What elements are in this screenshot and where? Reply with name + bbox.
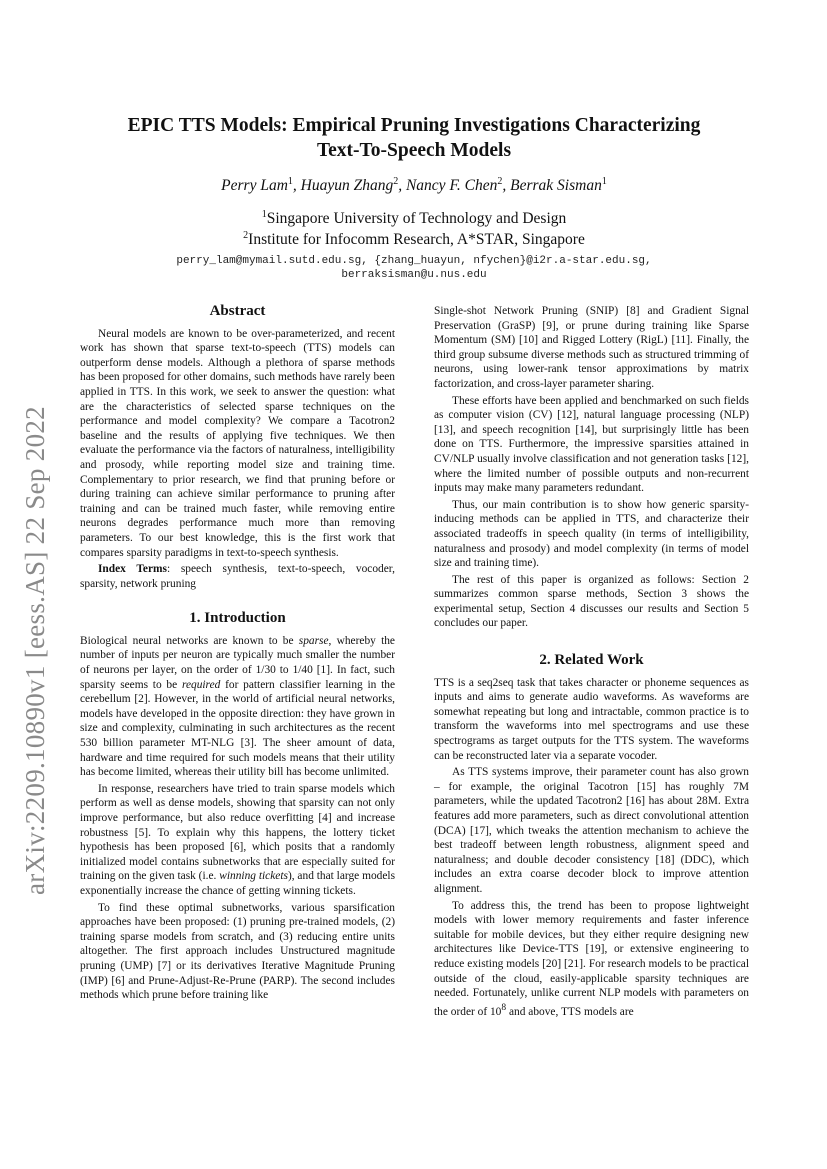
right-column: [434, 304, 749, 1021]
paper-title: [88, 113, 740, 163]
emphasis: winning tickets: [219, 870, 288, 883]
title-line-1: EPIC TTS Models: Empirical Pruning Investigations Characterizing: [127, 115, 701, 136]
intro-paragraph-5: Thus, our main contribution is to show how generic sparsity-inducing methods can be applied in TTS, and characterize their associated tradeoffs in speech quality (in terms of intelligibility, naturalness and prosody) and model complexity (in terms of model size and training time).: [434, 498, 749, 570]
title-line-2: Text-To-Speech Models: [316, 140, 512, 161]
text-run: In response, researchers have tried to train sparse models which perform as well as dense models, showing that sparsity can not only improve performance, but also reduce overfitting [4] and increase robustness [5]. To explain why this happens, the lottery ticket hypothesis has been proposed [6], which posits that a randomly initialized model contains subnetworks that are especially suited for training on the given task (i.e.: [80, 782, 395, 883]
text-run: Biological neural networks are known to be: [80, 634, 299, 647]
author-affiliation-mark: 1: [601, 176, 607, 187]
related-work-heading: 2. Related Work: [539, 652, 644, 669]
affiliation-mark: 1: [261, 209, 267, 220]
abstract-text: Neural models are known to be over-parameterized, and recent work has shown that sparse text-to-speech (TTS) models can outperform dense models. Although a plethora of sparse methods has been proposed for other domains, such methods have rarely been applied in TTS. In this work, we seek to answer the question: what are the characteristics of selected sparse techniques on the performance and model complexity? We compare a Tacotron2 baseline and the results of applying five techniques. We then evaluate the performance via the factors of naturalness, intelligibility and prosody, while reporting model size and training time. Complementary to prior research, we find that pruning before or during training can achieve similar performance to pruning after training and can be trained much faster, while removing entire neurons degrades performance much more than removing parameters. To our best knowledge, this is the first work that compares sparsity paradigms in text-to-speech synthesis.: [80, 327, 395, 559]
affiliation-1: [88, 209, 740, 228]
intro-paragraph-4: These efforts have been applied and benchmarked on such fields as computer vision (CV) [12], natural language processing (NLP) [13], and speech recognition [14], but surprisingly little has been done on TTS. Furthermore, the impressive sparsities attained in CV/NLP usually involve classification and not generation tasks [12], where the limited number of possible outputs and non-recurrent inputs may make many parameters redundant.: [434, 394, 749, 495]
author-name: Nancy F. Chen: [405, 177, 498, 195]
related-paragraph-1: TTS is a seq2seq task that takes character or phoneme sequences as inputs and aims to generate audio waveforms. As waveforms are somewhat repeating but long and intractable, common practice is to transform the waveforms into mel spectrograms and use these spectrograms as target outputs for the TTS system. The waveforms can be reconstructed later via a separate vocoder.: [434, 676, 749, 762]
text-run: , whereby the number of inputs per neuron are typically much smaller the number of neurons per layer, on the order of 1/30 to 1/40 [1]. In fact, such sparsity seems to be: [80, 634, 395, 691]
text-run: ), and that large models exponentially increase the chance of getting winning tickets.: [80, 870, 396, 897]
left-column: [80, 304, 395, 1005]
author-name: Berrak Sisman: [510, 177, 602, 195]
intro-continued-paragraph: Single-shot Network Pruning (SNIP) [8] and Gradient Signal Preservation (GraSP) [9], or prune during training like Sparse Momentum (SM) [10] and Rigged Lottery (RigL) [11]. Finally, the third group subsume diverse methods such as structured trimming of neurons, using lower-rank tensor approximations by matrix factorization, and cross-layer parameter sharing.: [434, 305, 749, 390]
related-paragraph-2: As TTS systems improve, their parameter count has also grown – for example, the original Tacotron [15] has roughly 7M parameters, while the updated Tacotron2 [16] has about 28M. Extra features add more parameters, such as direct convolutional attention (DCA) [17], which tweaks the attention mechanism to achieve the best tradeoff between length robustness, alignment speed and naturalness; and double decoder consistency [18] (DDC), which includes an extra coarse decoder block to improve attention alignment.: [434, 766, 749, 895]
affiliation-2: [88, 230, 740, 249]
intro-paragraph-3: To find these optimal subnetworks, various sparsification approaches have been proposed: (1) pruning pre-trained models, (2) training sparse models from scratch, and (3) reducing entire units altogether. The first approach includes Unstructured magnitude pruning (UMP) [7] or its derivatives Iterative Magnitude Pruning (IMP) [6] and Prune-Adjust-Re-Prune (PARP). The second includes methods which prune before training like: [80, 901, 395, 1002]
intro-heading: 1. Introduction: [189, 610, 286, 627]
emphasis: required: [181, 678, 221, 691]
intro-paragraph-1: [80, 634, 395, 780]
abstract-heading: Abstract: [209, 303, 266, 319]
arxiv-stamp-text: arXiv:2209.10890v1 [eess.AS] 22 Sep 2022: [19, 405, 50, 895]
arxiv-stamp: [2, 350, 68, 950]
emphasis: sparse: [298, 634, 329, 647]
author-affiliation-mark: 1: [287, 176, 293, 187]
author-affiliation-mark: 2: [497, 176, 503, 187]
author-list: Perry Lam$^1$, Huayun Zhang$^2$, Nancy F. Chen$^2$, Berrak Sisman$^1$: [221, 176, 607, 195]
intro-paragraph-2: [80, 782, 395, 899]
author-name: Perry Lam: [221, 177, 288, 195]
index-terms-label: Index Terms: [98, 563, 167, 576]
emails-line-1: perry_lam@mymail.sutd.edu.sg, {zhang_huayun, nfychen}@i2r.a-star.edu.sg,: [176, 255, 652, 267]
intro-paragraph-6: The rest of this paper is organized as follows: Section 2 summarizes common sparse methods, Section 3 shows the experimental setup, Section 4 discusses our results and Section 5 concludes our paper.: [434, 573, 749, 630]
superscript: 8: [501, 1002, 507, 1013]
text-run: To address this, the trend has been to propose lightweight models with lower memory requirements and faster inference suitable for mobile devices, but they either require designing new architectures like Device-TTS [19], or extensive engineering to reduce existing models [20] [21]. For research models to be practical outside of the cloud, easily-applicable sparsity techniques are needed. Fortunately, unlike current NLP models with parameters on the order of 10: [434, 899, 749, 1018]
text-run: and above, TTS models are: [506, 1005, 634, 1018]
author-name: Huayun Zhang: [300, 177, 394, 195]
affiliation-name: Institute for Infocomm Research, A*STAR, Singapore: [248, 231, 585, 249]
index-terms: [80, 562, 395, 591]
index-terms-text: : speech synthesis, text-to-speech, vocoder, sparsity, network pruning: [80, 563, 395, 590]
author-emails: [88, 254, 740, 282]
text-run: for pattern classifier learning in the cerebellum [2]. However, in the world of artificial neural networks, models have developed in the opposite direction: they have grown in size and complexity, culminating in such architectures as the recent 530 billion parameter MT-NLG [3]. The sheer amount of data, hardware and time required for such models means that their utility has become limited, whereas their utility bill has become unlimited.: [80, 678, 396, 779]
affiliation-mark: 2: [243, 230, 249, 241]
affiliation-name: Singapore University of Technology and Design: [266, 210, 567, 228]
emails-line-2: berraksisman@u.nus.edu: [341, 269, 487, 281]
related-paragraph-3: [434, 899, 749, 1020]
author-affiliation-mark: 2: [393, 176, 399, 187]
